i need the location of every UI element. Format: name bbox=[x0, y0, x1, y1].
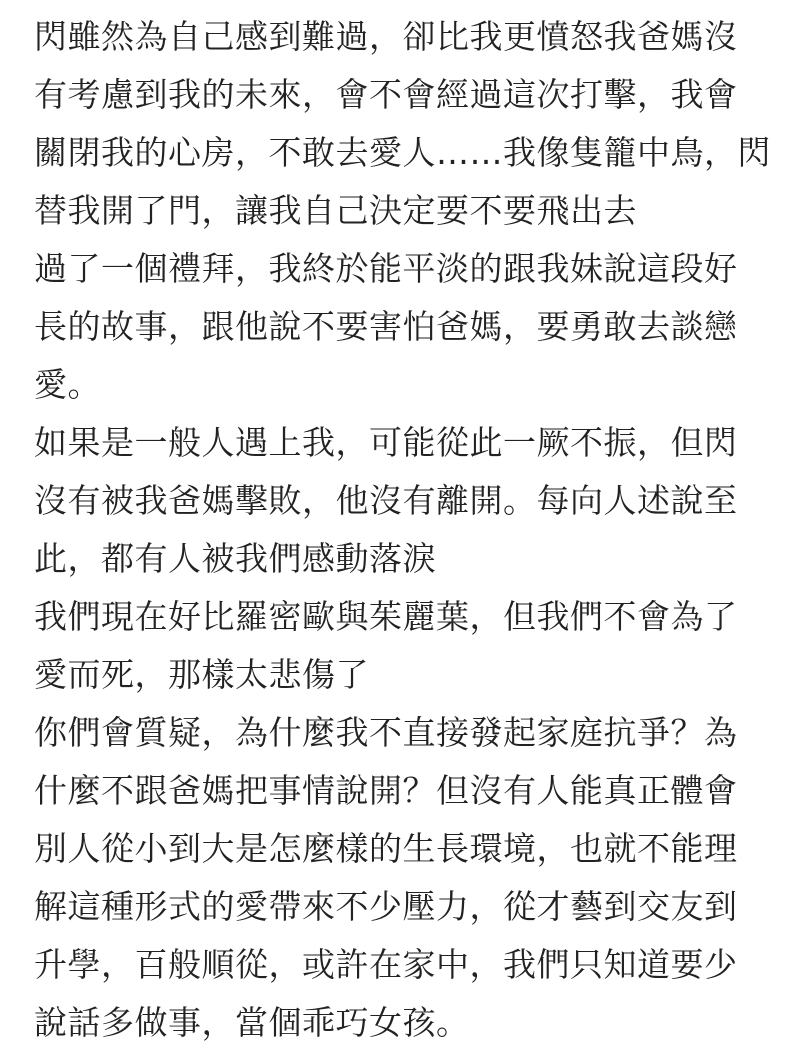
text-line: 沒有被我爸媽擊敗，他沒有離開。每向人述說至 bbox=[34, 481, 738, 520]
text-line: 說話多做事，當個乖巧女孩。 bbox=[34, 1003, 470, 1042]
text-line: 關閉我的心房，不敢去愛人……我像隻籠中鳥，閃 bbox=[34, 133, 771, 172]
text-line: 我們現在好比羅密歐與茱麗葉，但我們不會為了 bbox=[34, 597, 738, 636]
text-line: 長的故事，跟他說不要害怕爸媽，要勇敢去談戀 bbox=[34, 307, 738, 346]
text-line: 愛。 bbox=[34, 365, 101, 404]
text-line: 如果是一般人遇上我，可能從此一厥不振，但閃 bbox=[34, 423, 738, 462]
text-line: 別人從小到大是怎麼樣的生長環境，也就不能理 bbox=[34, 829, 738, 868]
text-line: 升學，百般順從，或許在家中，我們只知道要少 bbox=[34, 945, 738, 984]
text-line: 什麼不跟爸媽把事情說開？但沒有人能真正體會 bbox=[34, 771, 738, 810]
text-line: 你們會質疑，為什麼我不直接發起家庭抗爭？為 bbox=[34, 713, 738, 752]
text-line: 有考慮到我的未來，會不會經過這次打擊，我會 bbox=[34, 75, 738, 114]
text-line: 閃雖然為自己感到難過，卻比我更憤怒我爸媽沒 bbox=[34, 17, 738, 56]
text-line: 愛而死，那樣太悲傷了 bbox=[34, 655, 369, 694]
text-line: 過了一個禮拜，我終於能平淡的跟我妹說這段好 bbox=[34, 249, 738, 288]
text-line: 解這種形式的愛帶來不少壓力，從才藝到交友到 bbox=[34, 887, 738, 926]
text-line: 此，都有人被我們感動落淚 bbox=[34, 539, 436, 578]
text-line: 替我開了門，讓我自己決定要不要飛出去 bbox=[34, 191, 637, 230]
